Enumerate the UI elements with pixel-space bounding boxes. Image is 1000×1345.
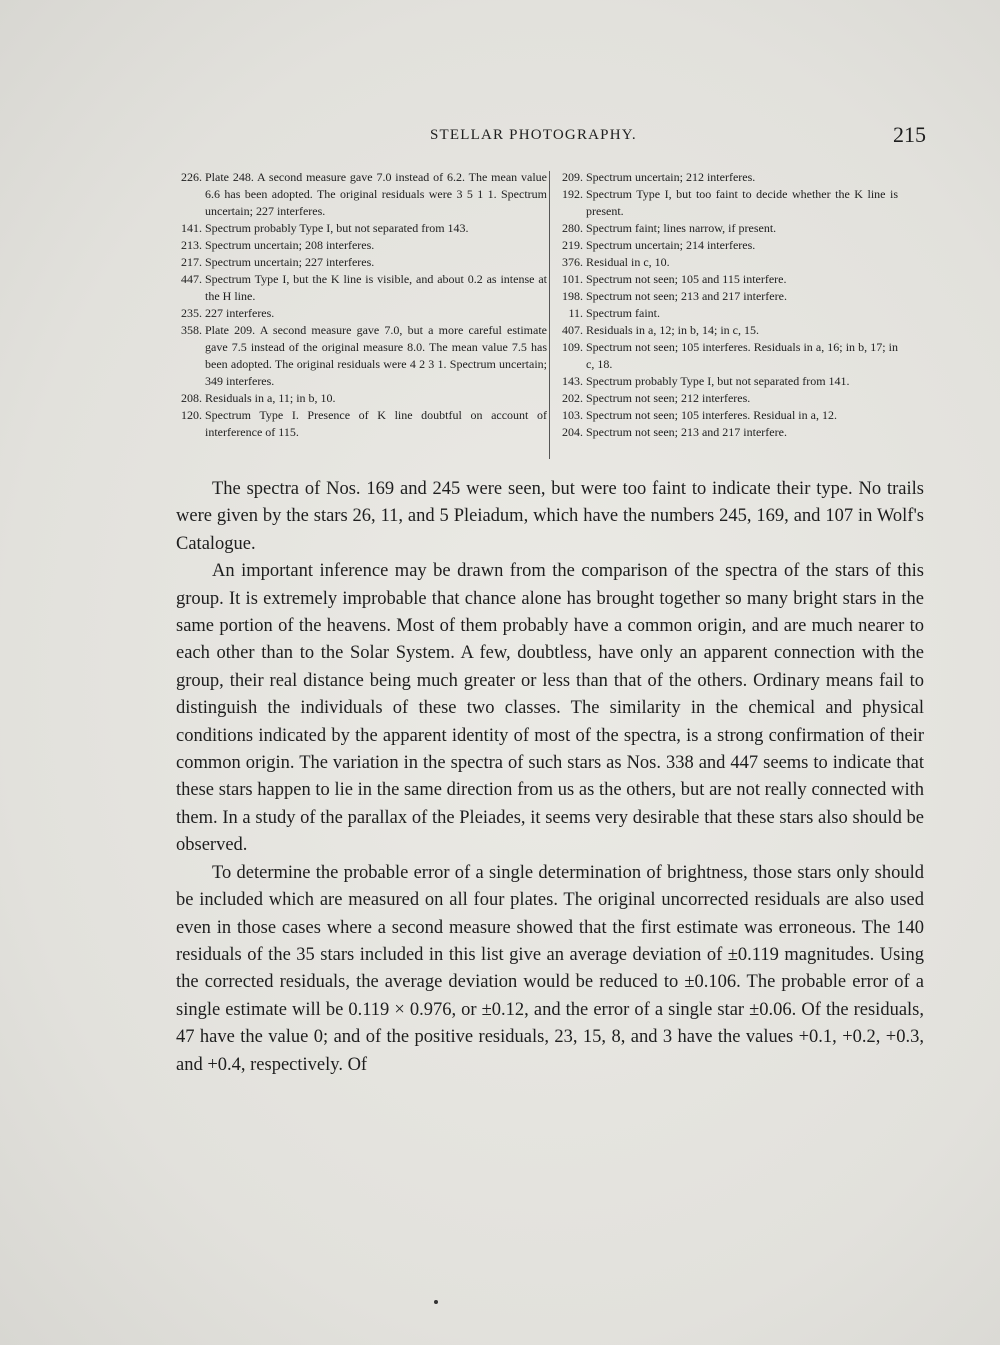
note-number: 202. [562, 391, 583, 405]
column-divider [549, 171, 550, 459]
note-number: 376. [562, 255, 583, 269]
note-number: 101. [562, 272, 583, 286]
note-103 [553, 407, 898, 424]
note-text: Spectrum faint. [586, 306, 660, 320]
note-number: 358. [181, 323, 202, 337]
note-109 [553, 339, 898, 373]
note-number: 109. [562, 340, 583, 354]
notes-right-column [553, 169, 898, 441]
note-number: 103. [562, 408, 583, 422]
note-text: Plate 209. A second measure gave 7.0, but a more careful estimate gave 7.5 instead of the original measure 8.0. The mean value 7.5 has been adopted. The original residuals were 4 2 3 1. Spectrum uncertain; 349 interferes. [205, 323, 547, 388]
note-text: Spectrum Type I. Presence of K line doubtful on account of interference of 115. [205, 408, 547, 439]
note-208 [172, 390, 547, 407]
note-number: 226. [181, 170, 202, 184]
note-number: 209. [562, 170, 583, 184]
note-number: 120. [181, 408, 202, 422]
note-141 [172, 220, 547, 237]
note-number: 213. [181, 238, 202, 252]
note-text: Residuals in a, 12; in b, 14; in c, 15. [586, 323, 759, 337]
note-number: 192. [562, 187, 583, 201]
note-226 [172, 169, 547, 220]
note-202 [553, 390, 898, 407]
note-280 [553, 220, 898, 237]
note-358 [172, 322, 547, 390]
note-text: Spectrum uncertain; 214 interferes. [586, 238, 756, 252]
page-header [172, 122, 928, 152]
note-text: Spectrum probably Type I, but not separated from 141. [586, 374, 850, 388]
note-text: Spectrum not seen; 213 and 217 interfere. [586, 425, 787, 439]
note-number: 208. [181, 391, 202, 405]
note-text: 227 interferes. [205, 306, 275, 320]
note-101 [553, 271, 898, 288]
note-text: Spectrum not seen; 105 and 115 interfere. [586, 272, 787, 286]
note-text: Spectrum Type I, but the K line is visible, and about 0.2 as intense at the H line. [205, 272, 547, 303]
note-217 [172, 254, 547, 271]
paragraph: The spectra of Nos. 169 and 245 were seen, but were too faint to indicate their type. No trails were given by the stars 26, 11, and 5 Pleiadum, which have the numbers 245, 169, and 107 in Wolf's Catalogue. [176, 479, 924, 554]
note-number: 141. [181, 221, 202, 235]
note-120 [172, 407, 547, 441]
note-text: Spectrum faint; lines narrow, if present. [586, 221, 777, 235]
note-143 [553, 373, 898, 390]
note-text: Spectrum not seen; 105 interferes. Residual in a, 12. [586, 408, 837, 422]
running-title: STELLAR PHOTOGRAPHY. [430, 127, 637, 143]
note-number: 407. [562, 323, 583, 337]
note-text: Spectrum probably Type I, but not separated from 143. [205, 221, 469, 235]
note-number: 280. [562, 221, 583, 235]
notes-left-column [172, 169, 547, 441]
page-number: 215 [893, 122, 926, 147]
note-447 [172, 271, 547, 305]
note-209 [553, 169, 898, 186]
note-213 [172, 237, 547, 254]
note-text: Residual in c, 10. [586, 255, 670, 269]
note-number: 204. [562, 425, 583, 439]
note-text: Plate 248. A second measure gave 7.0 instead of 6.2. The mean value 6.6 has been adopted. The original residuals were 3 5 1 1. Spectrum uncertain; 227 interferes. [205, 170, 547, 218]
note-number: 219. [562, 238, 583, 252]
note-number: 198. [562, 289, 583, 303]
note-376 [553, 254, 898, 271]
note-11 [553, 305, 898, 322]
note-407 [553, 322, 898, 339]
note-number: 11. [568, 306, 583, 320]
footnotes [172, 169, 928, 459]
print-speck [434, 1300, 438, 1304]
paragraph: To determine the probable error of a single determination of brightness, those stars only should be included which are measured on all four plates. The original uncorrected residuals are also used even in those cases where a second measure showed that the first estimate was erroneous. The 140 residuals of the 35 stars included in this list give an average deviation of ±0.119 magnitudes. Using the corrected residuals, the average deviation would be reduced to ±0.106. The probable error of a single estimate will be 0.119 × 0.976, or ±0.12, and the error of a single star ±0.06. Of the residuals, 47 have the value 0; and of the positive residuals, 23, 15, 8, and 3 have the values +0.1, +0.2, +0.3, and +0.4, respectively. Of [176, 862, 924, 1075]
body-text [176, 476, 924, 1079]
note-text: Spectrum not seen; 212 interferes. [586, 391, 751, 405]
note-text: Spectrum uncertain; 212 interferes. [586, 170, 756, 184]
paragraph: An important inference may be drawn from the comparison of the spectra of the stars of this group. It is extremely improbable that chance alone has brought together so many bright stars in the same portion of the heavens. Most of them probably have a common origin, and are much nearer to each other than to the Solar System. A few, doubtless, have only an apparent connection with the group, their real distance being much greater or less than that of the others. Ordinary means fail to distinguish the individuals of these two classes. The similarity in the chemical and physical conditions indicated by the apparent identity of most of the spectra, is a strong confirmation of their common origin. The variation in the spectra of such stars as Nos. 338 and 447 seems to indicate that these stars happen to lie in the same direction from us as the others, but are not really connected with them. In a study of the parallax of the Pleiades, it seems very desirable that these stars also should be observed. [176, 561, 924, 856]
note-text: Spectrum uncertain; 227 interferes. [205, 255, 375, 269]
note-204 [553, 424, 898, 441]
note-number: 447. [181, 272, 202, 286]
note-198 [553, 288, 898, 305]
note-192 [553, 186, 898, 220]
note-text: Residuals in a, 11; in b, 10. [205, 391, 336, 405]
note-219 [553, 237, 898, 254]
note-number: 235. [181, 306, 202, 320]
note-text: Spectrum uncertain; 208 interferes. [205, 238, 375, 252]
note-235 [172, 305, 547, 322]
note-text: Spectrum not seen; 213 and 217 interfere. [586, 289, 787, 303]
note-text: Spectrum not seen; 105 interferes. Residuals in a, 16; in b, 17; in c, 18. [586, 340, 898, 371]
note-number: 217. [181, 255, 202, 269]
note-text: Spectrum Type I, but too faint to decide whether the K line is present. [586, 187, 898, 218]
note-number: 143. [562, 374, 583, 388]
